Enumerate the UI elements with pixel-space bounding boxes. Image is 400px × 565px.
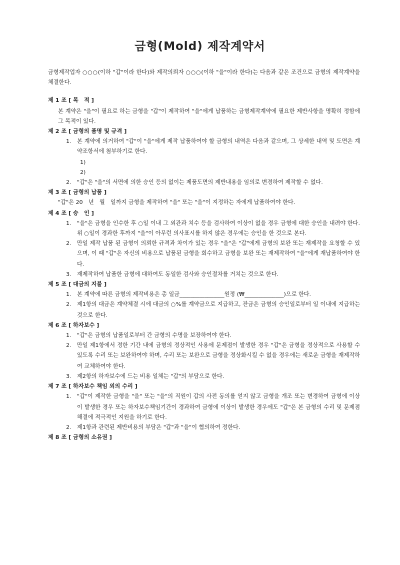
item-number: 2) bbox=[80, 169, 86, 176]
item-text: 만일 제1항에서 정한 기간 내에 금형의 정상적인 사용에 문제점이 발생한 경우 "갑"은 금형을 정상적으로 사용할 수 있도록 수리 또는 보완하여야 하며, 수리 또는 보완으로 금형을 정상화시킬 수 없을 경우에는 새로운 금형을 재제작하여 교체하여야 한다. bbox=[77, 343, 360, 370]
item-text bbox=[90, 160, 92, 166]
item-text: 본 계약에 따른 금형의 제작비용은 총 일금________________원정 (₩______________)으로 한다. bbox=[77, 292, 312, 299]
item-text: "갑"이 제작한 금형을 "을" 또는 "을"의 직원이 갑의 사전 동의를 얻지 않고 금형을 개조 또는 변경하여 금형에 이상이 발생한 경우 또는 하자보수책임기간이 경과하여 금형에 이상이 발생한 경우에도 "갑"은 본 금형의 수리 및 문제점 해결에 적극적인 지원을 하기로 한다. bbox=[77, 394, 360, 421]
list-item bbox=[58, 341, 360, 372]
article-paragraph: "갑"은 20 년 월 일까지 금형을 제작하여 "을" 또는 "을"이 지정하는 자에게 납품하여야 한다. bbox=[58, 200, 296, 207]
list-item bbox=[58, 178, 360, 188]
article-heading: 제 8 조 [ 금형의 소유권 ] bbox=[48, 435, 112, 442]
list-item bbox=[58, 331, 360, 341]
document-title: 금형(Mold) 제작계약서 bbox=[134, 39, 266, 53]
article-4 bbox=[48, 209, 360, 280]
list-item bbox=[58, 270, 360, 280]
item-number: 1) bbox=[80, 159, 86, 166]
article-heading: 제 1 조 [ 목 적 ] bbox=[48, 98, 94, 105]
article-7 bbox=[48, 382, 360, 433]
list-item bbox=[58, 137, 360, 157]
list-item bbox=[58, 372, 360, 382]
item-number: 3. bbox=[66, 373, 72, 380]
item-text: 제1항과 관련된 제반비용의 부담은 "갑"과 "을"이 협의하여 정한다. bbox=[77, 424, 241, 431]
list-item bbox=[58, 290, 360, 300]
item-number: 1. bbox=[66, 139, 72, 146]
article-heading: 제 2 조 [ 금형의 품명 및 규격 ] bbox=[48, 129, 127, 136]
list-item bbox=[58, 392, 360, 423]
item-number: 1. bbox=[66, 394, 72, 401]
list-item bbox=[58, 423, 360, 433]
item-text: "을"은 금형을 인수한 후 ○일 이내 그 외관과 치수 등을 검사하여 이상이 없을 경우 금형에 대한 승인을 내려야 한다. 위 ○일이 경과한 후까지 "을"이 아무런 의사표시를 하지 않은 경우에는 승인을 한 것으로 본다. bbox=[77, 220, 360, 238]
item-text: 재제작하여 납품한 금형에 대하여도 동일한 검사와 승인절차를 거치는 것으로 한다. bbox=[77, 271, 279, 278]
item-text: 제1항의 대금은 계약체결 시에 대금의 ○%를 계약금으로 지급하고, 잔금은 금형의 승인일로부터 일 이내에 지급하는 것으로 한다. bbox=[77, 302, 360, 319]
article-8 bbox=[48, 433, 360, 443]
list-item bbox=[58, 300, 360, 320]
article-2 bbox=[48, 127, 360, 188]
list-item bbox=[58, 219, 360, 239]
item-number: 2. bbox=[66, 302, 72, 309]
list-item bbox=[58, 239, 360, 270]
article-heading: 제 6 조 [ 하자보수 ] bbox=[48, 322, 100, 329]
item-number: 2. bbox=[66, 424, 72, 431]
item-number: 2. bbox=[66, 241, 72, 248]
item-number: 2. bbox=[66, 180, 72, 187]
item-text: "갑"은 "을"의 서면에 의한 승인 등의 없이는 제품도면의 제반내용을 임의로 변경하여 제작할 수 없다. bbox=[77, 180, 323, 187]
item-number: 1. bbox=[66, 333, 72, 340]
article-1 bbox=[48, 96, 360, 127]
item-text: "갑"은 금형의 납품일로부터 간 금형의 수명을 보장하여야 한다. bbox=[77, 333, 232, 340]
item-number: 2. bbox=[66, 343, 72, 350]
intro-paragraph: 금형제작업자 ○○○(이하 "갑"이라 한다)와 제작의뢰자 ○○○(이하 "을"이라 한다)는 다음과 같은 조건으로 금형의 제작계약을 체결한다. bbox=[48, 70, 360, 87]
item-text: 본 계약에 의거하여 "갑"이 "을"에게 제작 납품하여야 할 금형의 내역은 다음과 같으며, 그 상세한 내역 및 도면은 계약조항서에 첨부하기로 한다. bbox=[77, 139, 360, 156]
article-3 bbox=[48, 188, 360, 208]
sub-list-item bbox=[58, 158, 360, 168]
article-6 bbox=[48, 321, 360, 382]
article-5 bbox=[48, 280, 360, 321]
item-text: 제2항의 하자보수에 드는 비용 일체는 "갑"의 부담으로 한다. bbox=[77, 373, 225, 380]
article-heading: 제 4 조 [ 승 인 ] bbox=[48, 210, 94, 217]
article-heading: 제 3 조 [ 금형의 납품 ] bbox=[48, 190, 107, 197]
article-list bbox=[48, 96, 360, 443]
item-number: 1. bbox=[66, 220, 72, 227]
article-heading: 제 5 조 [ 대금의 지불 ] bbox=[48, 282, 107, 289]
sub-list-item bbox=[58, 168, 360, 178]
item-number: 1. bbox=[66, 292, 72, 299]
item-number: 3. bbox=[66, 271, 72, 278]
item-text: 만일 제작 납품 된 금형이 의뢰한 규격과 차이가 있는 경우 "을"은 "갑"에게 금형의 보완 또는 재제작을 요청할 수 있으며, 이 때 "갑"은 자신의 비용으로 납품된 금형을 회수하고 금형을 보완 또는 재제작하여 "을"에게 재납품하여야 한다. bbox=[77, 241, 360, 268]
article-heading: 제 7 조 [ 하자보수 책임 외의 수리 ] bbox=[48, 384, 138, 391]
item-text bbox=[90, 170, 92, 176]
article-paragraph: 본 계약은 "을"이 필요로 하는 금형을 "갑"이 제작하여 "을"에게 납품하는 금형제작계약에 필요한 제반사항을 명확히 정함에 그 목적이 있다. bbox=[58, 108, 360, 125]
contract-body bbox=[48, 68, 360, 443]
